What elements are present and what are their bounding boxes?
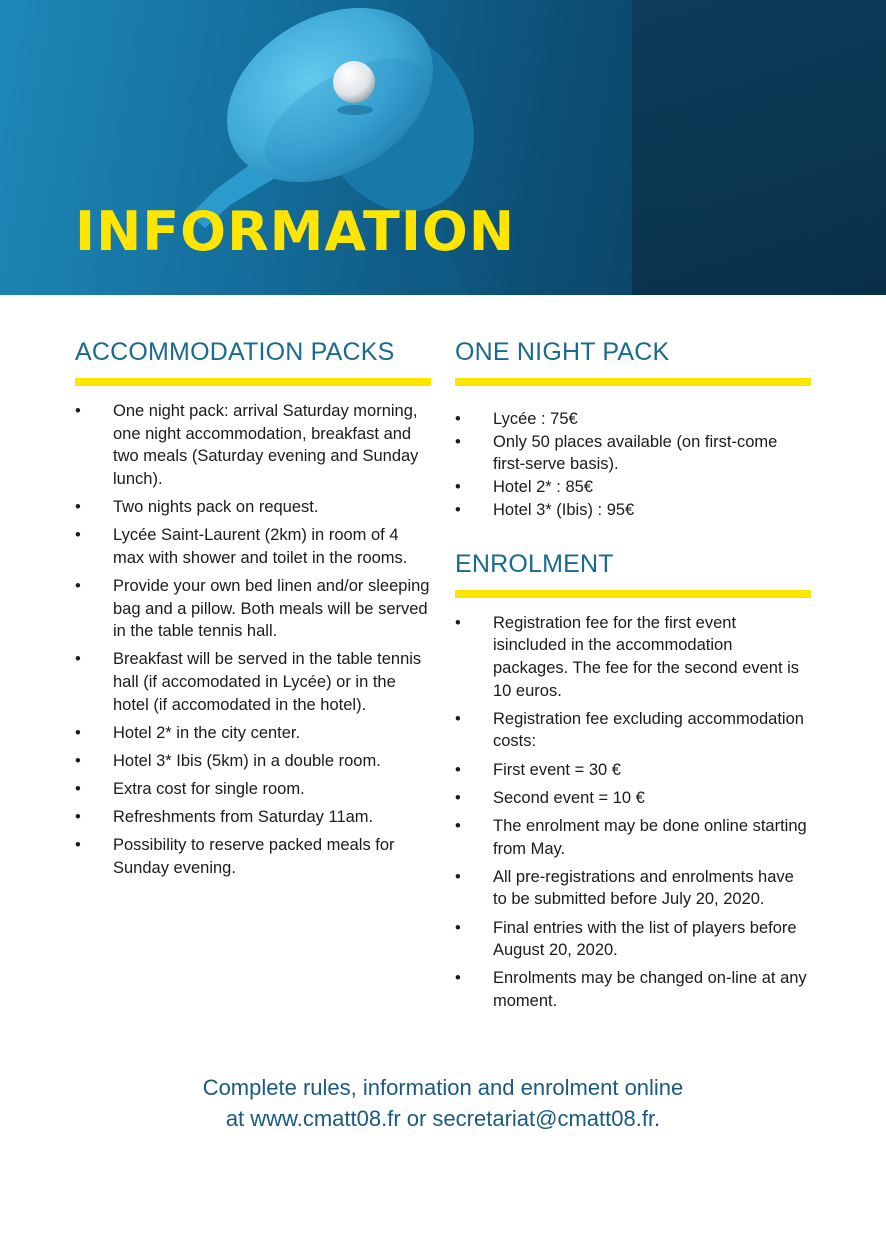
footer-line-1: Complete rules, information and enrolment online <box>202 1075 684 1100</box>
list-item: • All pre-registrations and enrolments have to be submitted before July 20, 2020. <box>455 867 794 909</box>
accommodation-heading: ACCOMMODATION PACKS <box>75 338 395 366</box>
list-item: • Second event = 10 € <box>455 788 645 807</box>
one-night-pack-heading: ONE NIGHT PACK <box>455 338 670 366</box>
list-item: • Lycée : 75€ <box>455 410 578 428</box>
pack-and-enrolment-column <box>455 338 811 1018</box>
list-item: • One night pack: arrival Saturday morning, one night accommodation, breakfast and two meals (Saturday evening and Sunday lunch). <box>75 402 419 488</box>
list-item: • Refreshments from Saturday 11am. <box>75 808 374 827</box>
enrolment-section <box>455 550 811 1013</box>
list-item: • Possibility to reserve packed meals for Sunday evening. <box>75 836 395 878</box>
enrolment-heading-underline <box>455 590 811 598</box>
list-item: • Hotel 3* Ibis (5km) in a double room. <box>75 751 381 770</box>
footer-contact <box>0 1072 886 1134</box>
enrolment-list <box>455 612 811 1013</box>
list-item: • First event = 30 € <box>455 760 621 779</box>
one-night-pack-heading-underline <box>455 378 811 386</box>
list-item: • Hotel 2* in the city center. <box>75 723 301 742</box>
list-item: • Registration fee for the first event isincluded in the accommodation packages. The fee for the second event is 10 euros. <box>455 613 800 700</box>
list-item: • Two nights pack on request. <box>75 497 319 516</box>
accommodation-list <box>75 400 431 880</box>
list-item: • The enrolment may be done online starting from May. <box>455 816 807 858</box>
accommodation-heading-underline <box>75 378 431 386</box>
list-item: • Provide your own bed linen and/or sleeping bag and a pillow. Both meals will be served in the table tennis hall. <box>75 576 430 641</box>
footer-line-2: at www.cmatt08.fr or secretariat@cmatt08.fr. <box>225 1106 661 1131</box>
ping-pong-ball <box>333 61 375 103</box>
list-item: • Lycée Saint-Laurent (2km) in room of 4 max with shower and toilet in the rooms. <box>75 526 408 567</box>
page-title: INFORMATION <box>75 200 516 263</box>
list-item: • Registration fee excluding accommodation costs: <box>455 709 804 751</box>
hero-banner <box>0 0 886 295</box>
one-night-pack-list <box>455 408 811 522</box>
accommodation-column <box>75 338 431 885</box>
list-item: • Extra cost for single room. <box>75 780 305 799</box>
list-item: • Only 50 places available (on first-come first-serve basis). <box>455 432 778 474</box>
list-item: • Hotel 2* : 85€ <box>455 478 593 497</box>
list-item: • Enrolments may be changed on-line at any moment. <box>455 969 807 1010</box>
list-item: • Hotel 3* (Ibis) : 95€ <box>455 501 635 520</box>
enrolment-heading: ENROLMENT <box>455 549 614 578</box>
list-item: • Final entries with the list of players before August 20, 2020. <box>455 918 797 960</box>
list-item: • Breakfast will be served in the table tennis hall (if accomodated in Lycée) or in the hotel (if accomodated in the hotel). <box>75 650 422 714</box>
